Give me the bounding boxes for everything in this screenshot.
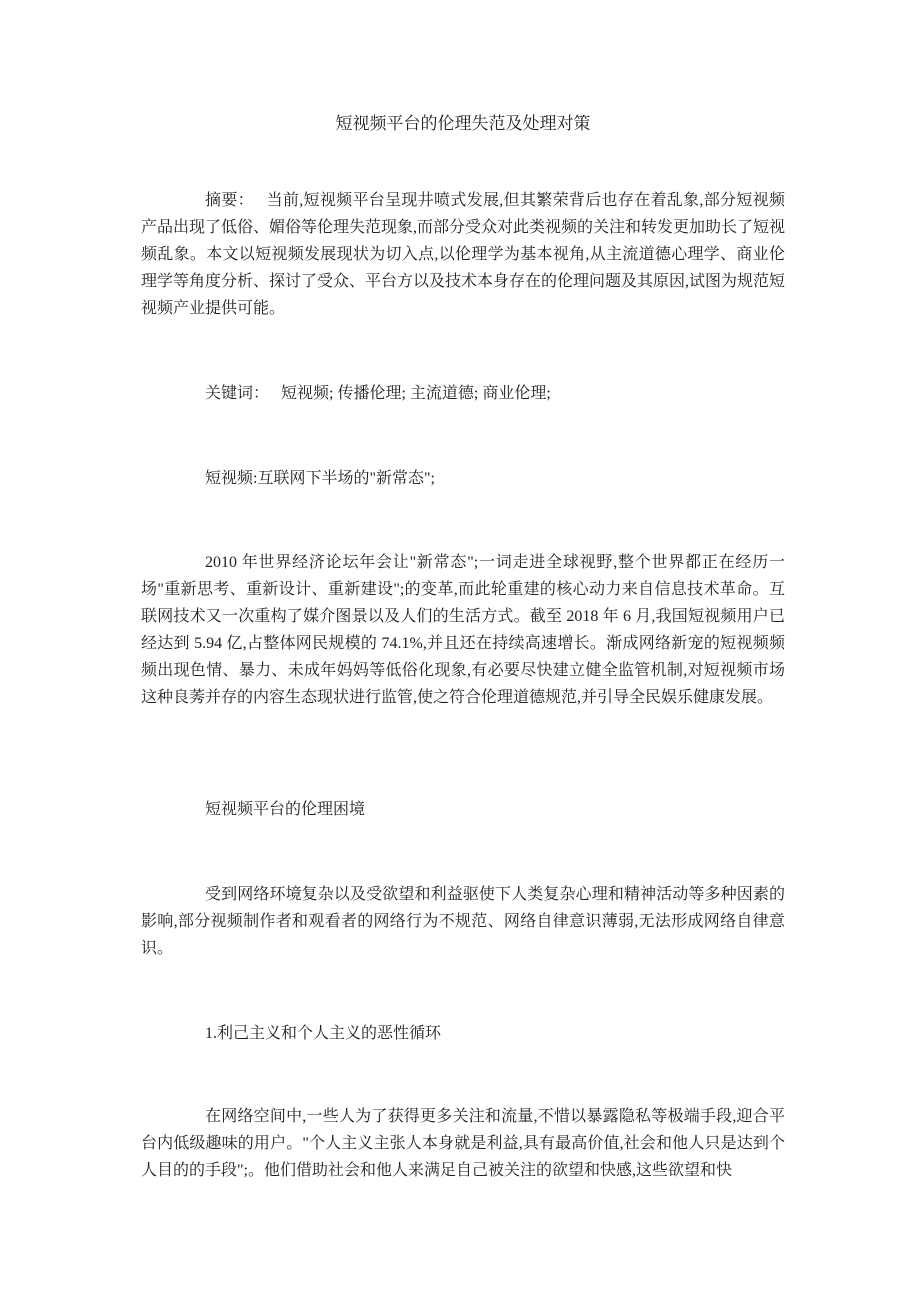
paragraph-network-environment: 受到网络环境复杂以及受欲望和利益驱使下人类复杂心理和精神活动等多种因素的影响,部分视频制作者和观看者的网络行为不规范、网络自律意识薄弱,无法形成网络自律意识。 — [141, 886, 785, 957]
paragraph-new-normal-development: 2010 年世界经济论坛年会让"新常态";一词走进全球视野,整个世界都正在经历一场"重新思考、重新设计、重新建设";的变革,而此轮重建的核心动力来自信息技术革命。互联网技术又一次重构了媒介图景以及人们的生活方式。截至 2018 年 6 月,我国短视频用户已经达到 5.94 亿,占整体网民规模的 74.1%,并且还在持续高速增长。渐成网络新宠的短视频频频出现色情、暴力、未成年妈妈等低俗化现象,有必要尽快建立健全监管机制,对短视频市场这种良莠并存的内容生态现状进行监管,使之符合伦理道德规范,并引导全民娱乐健康发展。 — [141, 554, 785, 706]
section-heading-internet-new-normal: 短视频:互联网下半场的"新常态"; — [205, 470, 435, 487]
keywords-line: 关键词： 短视频; 传播伦理; 主流道德; 商业伦理; — [205, 385, 551, 402]
section-heading-egoism-individualism: 1.利己主义和个人主义的恶性循环 — [205, 1025, 442, 1042]
abstract-paragraph: 摘要： 当前,短视频平台呈现井喷式发展,但其繁荣背后也存在着乱象,部分短视频产品出现了低俗、媚俗等伦理失范现象,而部分受众对此类视频的关注和转发更加助长了短视频乱象。本文以短视频发展现状为切入点,以伦理学为基本视角,从主流道德心理学、商业伦理学等角度分析、探讨了受众、平台方以及技术本身存在的伦理问题及其原因,试图为规范短视频产业提供可能。 — [141, 192, 786, 317]
paragraph-cyberspace-attention: 在网络空间中,一些人为了获得更多关注和流量,不惜以暴露隐私等极端手段,迎合平台内低级趣味的用户。"个人主义主张人本身就是利益,具有最高价值,社会和他人只是达到个人目的的手段";。他们借助社会和他人来满足自己被关注的欲望和快感,这些欲望和快 — [141, 1108, 785, 1179]
section-heading-ethical-dilemma: 短视频平台的伦理困境 — [205, 801, 366, 818]
document-title: 短视频平台的伦理失范及处理对策 — [335, 114, 591, 133]
